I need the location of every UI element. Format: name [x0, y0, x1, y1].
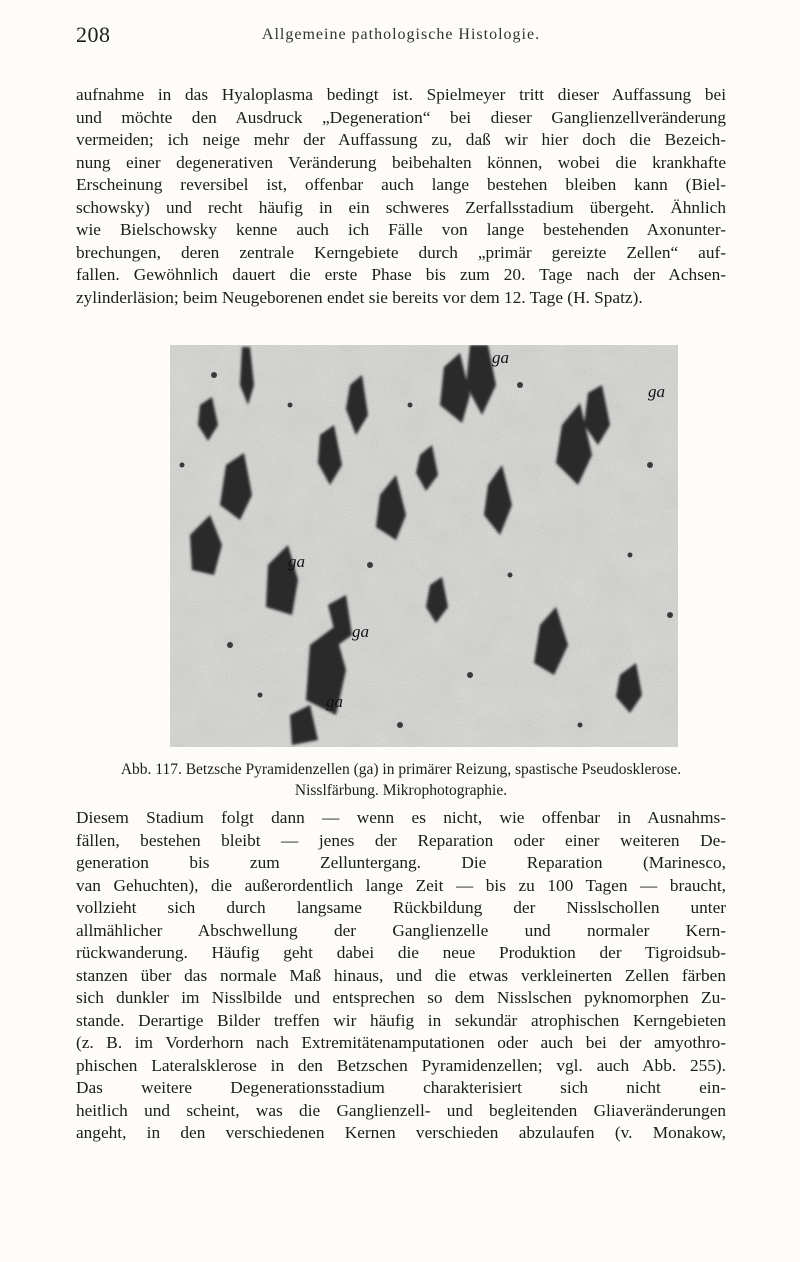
text-line: stande. Derartige Bilder treffen wir häufig in sekundär atrophischen Kerngebieten: [76, 1010, 726, 1030]
caption-line: Abb. 117. Betzsche Pyramidenzellen (ga) in primärer Reizung, spastische Pseudosklerose.: [120, 761, 682, 778]
text-line: generation bis zum Zelluntergang. Die Reparation (Marinesco,: [76, 853, 726, 872]
figure-label-ga: ga: [648, 382, 665, 401]
text-line: brechungen, deren zentrale Kerngebiete durch „primär gereizte Zellen“ auf-: [76, 242, 726, 262]
figure-label-ga: ga: [288, 552, 305, 571]
text-line: wie Bielschowsky kenne auch ich Fälle von lange bestehenden Axonunter-: [76, 220, 726, 239]
text-line: vermeiden; ich neige mehr der Auffassung zu, daß wir hier doch die Bezeich-: [76, 130, 726, 149]
text-line: aufnahme in das Hyaloplasma bedingt ist. Spielmeyer tritt dieser Auffassung bei: [76, 85, 726, 104]
text-line: Diesem Stadium folgt dann — wenn es nicht, wie offenbar in Ausnahms-: [76, 808, 726, 827]
text-line: (z. B. im Vorderhorn nach Extremitätenamputationen oder auch bei der amyothro-: [76, 1033, 726, 1052]
text-line: van Gehuchten), die außerordentlich lange Zeit — bis zu 100 Tagen — braucht,: [76, 875, 726, 895]
caption-line: Nisslfärbung. Mikrophotographie.: [294, 782, 508, 799]
text-line: allmählicher Abschwellung der Ganglienzelle und normaler Kern-: [76, 920, 726, 940]
micrograph-image: [170, 345, 678, 747]
text-line: schowsky) und recht häufig in ein schweres Zerfallsstadium übergeht. Ähnlich: [76, 197, 726, 217]
text-line: stanzen über das normale Maß hinaus, und die etwas verkleinerten Zellen färben: [76, 965, 726, 985]
running-head: Allgemeine pathologische Histologie.: [261, 26, 541, 43]
text-line: angeht, in den verschiedenen Kernen verschieden abzulaufen (v. Monakow,: [76, 1123, 726, 1142]
text-line: fallen. Gewöhnlich dauert die erste Phase bis zum 20. Tage nach der Achsen-: [76, 265, 726, 284]
micrograph-figure: [170, 345, 678, 747]
figure-label-ga: ga: [352, 622, 369, 641]
figure-label-ga: ga: [326, 692, 343, 711]
text-line: Das weitere Degenerationsstadium charakterisiert sich nicht ein-: [76, 1078, 726, 1097]
page-header: [76, 22, 726, 58]
paragraph-intro: [76, 84, 726, 309]
text-line: fällen, bestehen bleibt — jenes der Reparation oder einer weiteren De-: [76, 830, 726, 850]
text-line: und möchte den Ausdruck „Degeneration“ bei dieser Ganglienzellveränderung: [76, 107, 726, 127]
paragraph-repair: [76, 807, 726, 1145]
text-line: Erscheinung reversibel ist, offenbar auch lange bestehen bleiben kann (Biel-: [76, 175, 726, 194]
page-number: 208: [76, 22, 111, 47]
text-line: nung einer degenerativen Veränderung beibehalten können, wobei die krankhafte: [76, 152, 726, 172]
text-line: rückwanderung. Häufig geht dabei die neue Produktion der Tigroidsub-: [76, 943, 726, 962]
figure-label-ga: ga: [492, 348, 509, 367]
text-line: sich dunkler im Nisslbilde und entsprechen so dem Nisslschen pyknomorphen Zu-: [76, 988, 726, 1007]
text-line: heitlich und scheint, was die Ganglienzell- und begleitenden Gliaveränderungen: [76, 1100, 726, 1120]
text-line: phischen Lateralsklerose in den Betzschen Pyramidenzellen; vgl. auch Abb. 255).: [76, 1055, 726, 1075]
figure-caption: [76, 759, 726, 801]
text-line: vollzieht sich durch langsame Rückbildung der Nisslschollen unter: [76, 898, 726, 917]
text-line: zylinderläsion; beim Neugeborenen endet sie bereits vor dem 12. Tage (H. Spatz).: [76, 287, 643, 307]
